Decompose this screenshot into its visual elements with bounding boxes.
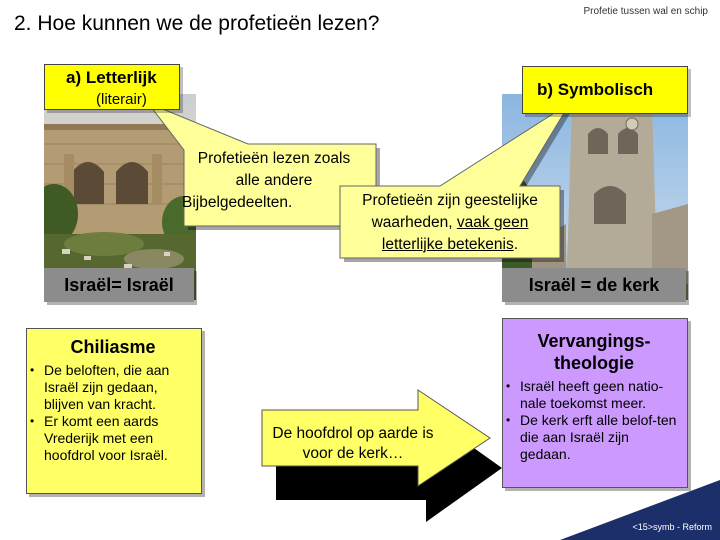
list-item [506,378,682,412]
header-note: Profetie tussen wal en schip [583,6,708,17]
replacement-title-line1: Vervangings- [537,331,651,351]
callout-literal-line: Profetieën lezen zoals [197,150,351,167]
callout-literal-line: Bijbelgedeelten. [182,194,293,211]
replacement-title-line2: theologie [554,353,634,373]
replacement-bullet-text: De kerk erft alle belof-ten die aan Israël zijn gedaan. [520,412,677,462]
chiliasm-bullet-text: De beloften, die aan Israël zijn gedaan, blijven van kracht. [44,362,170,412]
bullet-icon: • [506,379,511,393]
replacement-bullets [506,378,682,463]
callout-symbolic-line1: Profetieën zijn geestelijke [362,192,538,209]
bullet-icon: • [30,414,35,428]
callout-symbolic-line3-suffix: . [513,236,519,253]
option-symbolic-title: b) Symbolisch [537,80,654,99]
arrow-text: De hoofdrol op aarde is voor de kerk… [272,425,434,462]
chiliasm-bullet-text: Er komt een aards Vrederijk met een hoofdrol voor Israël. [44,413,168,463]
callout-literal-line: alle andere [235,172,313,189]
bar-israel-church: Israël = de kerk [502,268,686,302]
chiliasm-title: Chiliasme [70,337,156,357]
replacement-title [502,330,686,374]
list-item [506,412,682,463]
callout-symbolic-line3-underlined: letterlijke betekenis [381,236,514,253]
callout-symbolic-line2-prefix: waarheden, [371,214,457,231]
bullet-icon: • [506,413,511,427]
option-literal-title: a) Letterlijk [66,68,157,87]
slide-title: 2. Hoe kunnen we de profetieën lezen? [14,12,380,35]
bullet-icon: • [30,363,35,377]
footer-note: <15>symb - Reform [632,522,712,532]
replacement-bullet-text: Israël heeft geen natio-nale toekomst meer. [520,378,664,411]
callout-symbolic-line2-underlined: vaak geen [456,214,529,231]
bar-israel-israel: Israël= Israël [44,268,194,302]
option-literal-subtitle: (literair) [96,91,147,108]
